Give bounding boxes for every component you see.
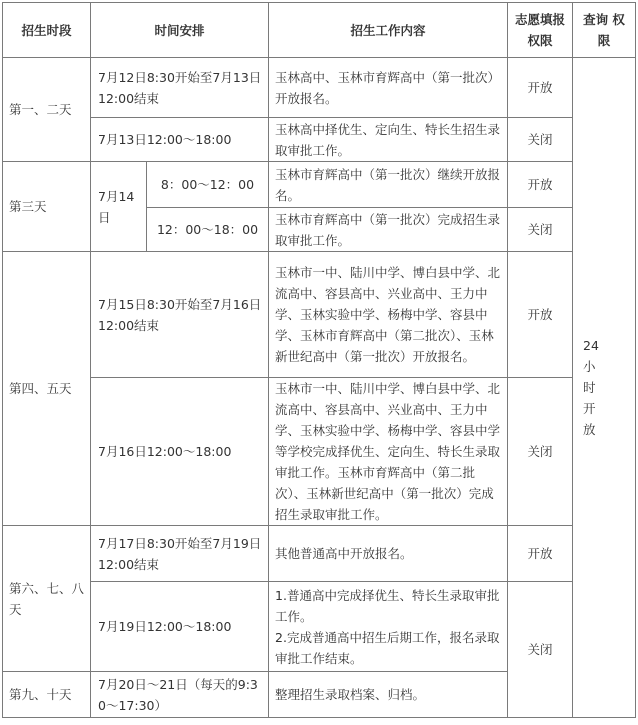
- permission-cell: 关闭: [508, 118, 573, 162]
- date-cell: 7月14日: [91, 162, 147, 252]
- table-row: [3, 162, 636, 208]
- enrollment-schedule-table: [2, 2, 636, 718]
- content-cell: [269, 582, 508, 672]
- period-cell: 第三天: [3, 162, 91, 252]
- content-cell: 整理招生录取档案、归档。: [269, 672, 508, 718]
- time-cell: 7月13日12:00～18:00: [91, 118, 269, 162]
- permission-cell: 关闭: [508, 208, 573, 252]
- header-schedule: 时间安排: [91, 3, 269, 58]
- period-cell: 第四、五天: [3, 252, 91, 526]
- table-row: [3, 252, 636, 378]
- time-cell: 7月17日8:30开始至7月19日12:00结束: [91, 526, 269, 582]
- permission-cell: 开放: [508, 252, 573, 378]
- content-cell: 玉林市一中、陆川中学、博白县中学、北流高中、容县高中、兴业高中、王力中学、玉林实验中学、杨梅中学、容县中学、玉林市育辉高中（第二批次）、玉林新世纪高中（第一批次）开放报名。: [269, 252, 508, 378]
- content-cell: 玉林市一中、陆川中学、博白县中学、北流高中、容县高中、兴业高中、王力中学、玉林实验中学、杨梅中学、容县中学等学校完成择优生、定向生、特长生录取审批工作。玉林市育辉高中（第二批次）、玉林新世纪高中（第一批次）完成招生录取审批工作。: [269, 378, 508, 526]
- period-cell: 第六、七、八天: [3, 526, 91, 672]
- permission-cell: 开放: [508, 526, 573, 582]
- time-cell: 7月16日12:00～18:00: [91, 378, 269, 526]
- period-cell: 第一、二天: [3, 58, 91, 162]
- permission-cell: 关闭: [508, 378, 573, 526]
- table-row: [3, 58, 636, 118]
- content-cell: 玉林市育辉高中（第一批次）继续开放报名。: [269, 162, 508, 208]
- permission-cell: 开放: [508, 162, 573, 208]
- content-cell: 玉林高中、玉林市育辉高中（第一批次）开放报名。: [269, 58, 508, 118]
- header-row: [3, 3, 636, 58]
- content-cell: 玉林高中择优生、定向生、特长生招生录取审批工作。: [269, 118, 508, 162]
- header-content: 招生工作内容: [269, 3, 508, 58]
- content-line: 2.完成普通高中招生后期工作，报名录取审批工作结束。: [275, 629, 500, 666]
- header-volunteer-permission: 志愿填报权限: [508, 3, 573, 58]
- time-cell: 7月20日～21日（每天的9:30～17:30）: [91, 672, 269, 718]
- header-period: 招生时段: [3, 3, 91, 58]
- table-row: [3, 582, 636, 672]
- content-line: 1.普通高中完成择优生、特长生录取审批工作。: [275, 587, 500, 624]
- time-cell: 7月15日8:30开始至7月16日12:00结束: [91, 252, 269, 378]
- table-row: [3, 526, 636, 582]
- time-cell: 7月19日12:00～18:00: [91, 582, 269, 672]
- period-cell: 第九、十天: [3, 672, 91, 718]
- time-cell: 7月12日8:30开始至7月13日12:00结束: [91, 58, 269, 118]
- time-cell: 8：00～12：00: [147, 162, 269, 208]
- table-row: [3, 118, 636, 162]
- table-row: [3, 378, 636, 526]
- time-cell: 12：00～18：00: [147, 208, 269, 252]
- permission-cell: 开放: [508, 58, 573, 118]
- header-query-permission: 查询 权限: [573, 3, 636, 58]
- permission-cell: 关闭: [508, 582, 573, 718]
- query-permission-cell: 24小时开放: [573, 58, 636, 718]
- content-cell: 玉林市育辉高中（第一批次）完成招生录取审批工作。: [269, 208, 508, 252]
- content-cell: 其他普通高中开放报名。: [269, 526, 508, 582]
